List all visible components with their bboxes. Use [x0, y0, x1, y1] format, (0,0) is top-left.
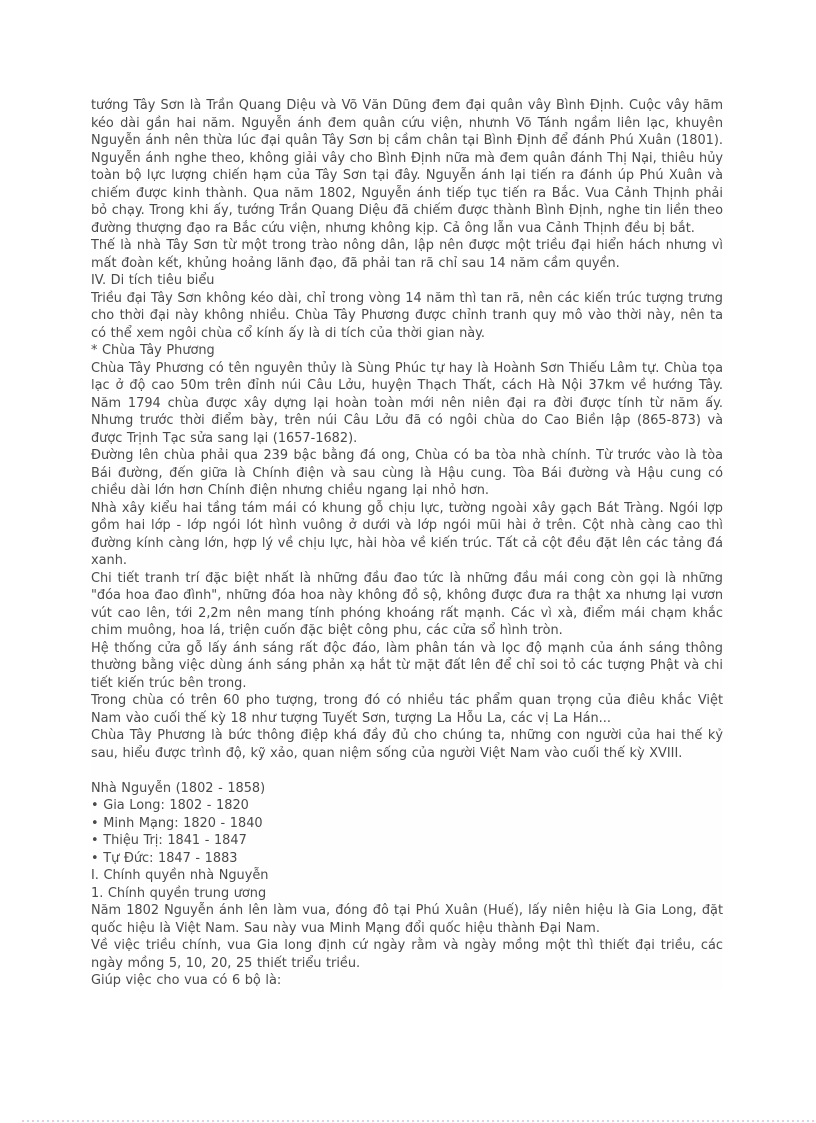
paragraph-chua-architecture: Nhà xây kiểu hai tầng tám mái có khung gỗ chịu lực, tường ngoài xây gạch Bát Tràng. Ngói lợp gồm hai lớp - lớp ngói lót hình vuông ở dưới và lớp ngói mũi hài ở trên. Cột nhà càng cao thì đường kính càng lớn, hợp lý về chịu lực, hài hòa về kiến trúc. Tất cả cột đều đặt lên các tảng đá xanh.: [91, 500, 723, 568]
paragraph-tay-son-relics: Triều đại Tây Sơn không kéo dài, chỉ trong vòng 14 năm thì tan rã, nên các kiến trúc tượng trưng cho thời đại này không nhiều. Chùa Tây Phương được chỉnh tranh quy mô vào thời này, nên ta có thể xem ngôi chùa cổ kính ấy là di tích của thời gian này.: [91, 290, 723, 341]
paragraph-chua-decoration: Chi tiết tranh trí đặc biệt nhất là những đầu đao tức là những đầu mái cong còn gọi là những "đóa hoa đao đình", những đóa hoa này không đồ sộ, không được đưa ra thật xa nhưng lại vươn vút cao lên, tới 2,2m nên mang tính phóng khoáng rất mạnh. Các vì xà, điểm mái chạm khắc chim muông, hoa lá, triện cuốn đặc biệt công phu, các cửa sổ hình tròn.: [91, 570, 723, 638]
heading-di-tich-tieu-bieu: IV. Di tích tiêu biểu: [91, 273, 215, 288]
document-text-column: [91, 97, 723, 990]
heading-nha-nguyen: Nhà Nguyễn (1802 - 1858): [91, 780, 266, 796]
list-item-tu-duc: • Tự Đức: 1847 - 1883: [91, 850, 238, 866]
paragraph-six-ministries-intro: Giúp việc cho vua có 6 bộ là:: [91, 973, 282, 988]
paragraph-chua-message: Chùa Tây Phương là bức thông điệp khá đầy đủ cho chúng ta, những con người của hai thế kỷ sau, hiểu được trình độ, kỹ xảo, quan niệm sống của người Việt Nam vào cuối thế kỳ XVIII.: [91, 728, 723, 761]
paragraph-chua-structure: Đường lên chùa phải qua 239 bậc bằng đá ong, Chùa có ba tòa nhà chính. Từ trước vào là tòa Bái đường, đến giữa là Chính điện và sau cùng là Hậu cung. Tòa Bái đường và Hậu cung có chiều dài lớn hơn Chính điện nhưng chiều ngang lại nhỏ hơn.: [91, 448, 723, 498]
blank-line: [91, 762, 723, 780]
paragraph-trieu-chinh: Về việc triều chính, vua Gia long định cứ ngày rằm và ngày mồng một thì thiết đại triều, các ngày mồng 5, 10, 20, 25 thiết triểu triều.: [91, 938, 723, 971]
paragraph-chua-statues: Trong chùa có trên 60 pho tượng, trong đó có nhiều tác phẩm quan trọng của điêu khắc Việt Nam vào cuối thế kỳ 18 như tượng Tuyết Sơn, tượng La Hỗu La, các vị La Hán...: [91, 693, 723, 726]
heading-chinh-quyen-trung-uong: 1. Chính quyền trung ương: [91, 885, 267, 901]
paragraph-chua-lighting: Hệ thống cửa gỗ lấy ánh sáng rất độc đáo, làm phân tán và lọc độ mạnh của ánh sáng thông thường bằng việc dùng ánh sáng phản xạ hắt từ mặt đất lên để chỉ soi tỏ các tượng Phật và chi tiết kiến trúc bên trong.: [91, 640, 723, 691]
list-item-gia-long: • Gia Long: 1802 - 1820: [91, 798, 249, 813]
bottom-dotted-separator: [22, 1120, 816, 1122]
list-item-minh-mang: • Minh Mạng: 1820 - 1840: [91, 815, 263, 831]
heading-chua-tay-phuong: * Chùa Tây Phương: [91, 343, 215, 358]
heading-chinh-quyen-nha-nguyen: I. Chính quyền nhà Nguyễn: [91, 868, 269, 883]
paragraph-tay-son-siege: tướng Tây Sơn là Trần Quang Diệu và Võ Văn Dũng đem đại quân vây Bình Định. Cuộc vây hãm kéo dài gần hai năm. Nguyễn ánh đem quân cứu viện, nhưnh Võ Tánh ngầm liên lạc, khuyên Nguyễn ánh nên thừa lúc đại quân Tây Sơn bị cầm chân tại Bình Định để đánh Phú Xuân (1801). Nguyễn ánh nghe theo, không giải vây cho Bình Định nữa mà đem quân đánh Thị Nại, thiêu hủy toàn bộ lực lượng chiến hạm của Tây Sơn tại đây. Nguyễn ánh lại tiến ra đánh úp Phú Xuân và chiếm được kinh thành. Qua năm 1802, Nguyễn ánh tiếp tục tiến ra Bắc. Vua Cảnh Thịnh phải bỏ chạy. Trong khi ấy, tướng Trần Quang Diệu đã chiếm được thành Bình Định, nghe tin liền theo đường thượng đạo ra Bắc cứu viện, nhưng không kịp. Cả ông lẫn vua Cảnh Thịnh đều bị bắt.: [91, 98, 723, 236]
list-item-thieu-tri: • Thiệu Trị: 1841 - 1847: [91, 833, 247, 848]
paragraph-gia-long-capital: Năm 1802 Nguyễn ánh lên làm vua, đóng đô tại Phú Xuân (Huế), lấy niên hiệu là Gia Long, đặt quốc hiệu là Việt Nam. Sau này vua Minh Mạng đổi quốc hiệu thành Đại Nam.: [91, 903, 723, 936]
paragraph-chua-origin: Chùa Tây Phương có tên nguyên thủy là Sùng Phúc tự hay là Hoành Sơn Thiếu Lâm tự. Chùa tọa lạc ở độ cao 50m trên đỉnh núi Câu Lởu, huyện Thạch Thất, cách Hà Nội 37km về hướng Tây. Năm 1794 chùa được xây dựng lại hoàn toàn mới nên niên đại ra đời được tính từ năm ấy. Nhưng trước thời điểm bày, trên núi Câu Lởu đã có ngôi chùa do Cao Biền lập (865-873) và được Trịnh Tạc sửa sang lại (1657-1682).: [91, 360, 723, 446]
paragraph-tay-son-collapse: Thế là nhà Tây Sơn từ một trong trào nông dân, lập nên được một triều đại hiển hách nhưng vì mất đoàn kết, khủng hoảng lãnh đạo, đã phải tan rã chỉ sau 14 năm cầm quyền.: [91, 238, 723, 271]
